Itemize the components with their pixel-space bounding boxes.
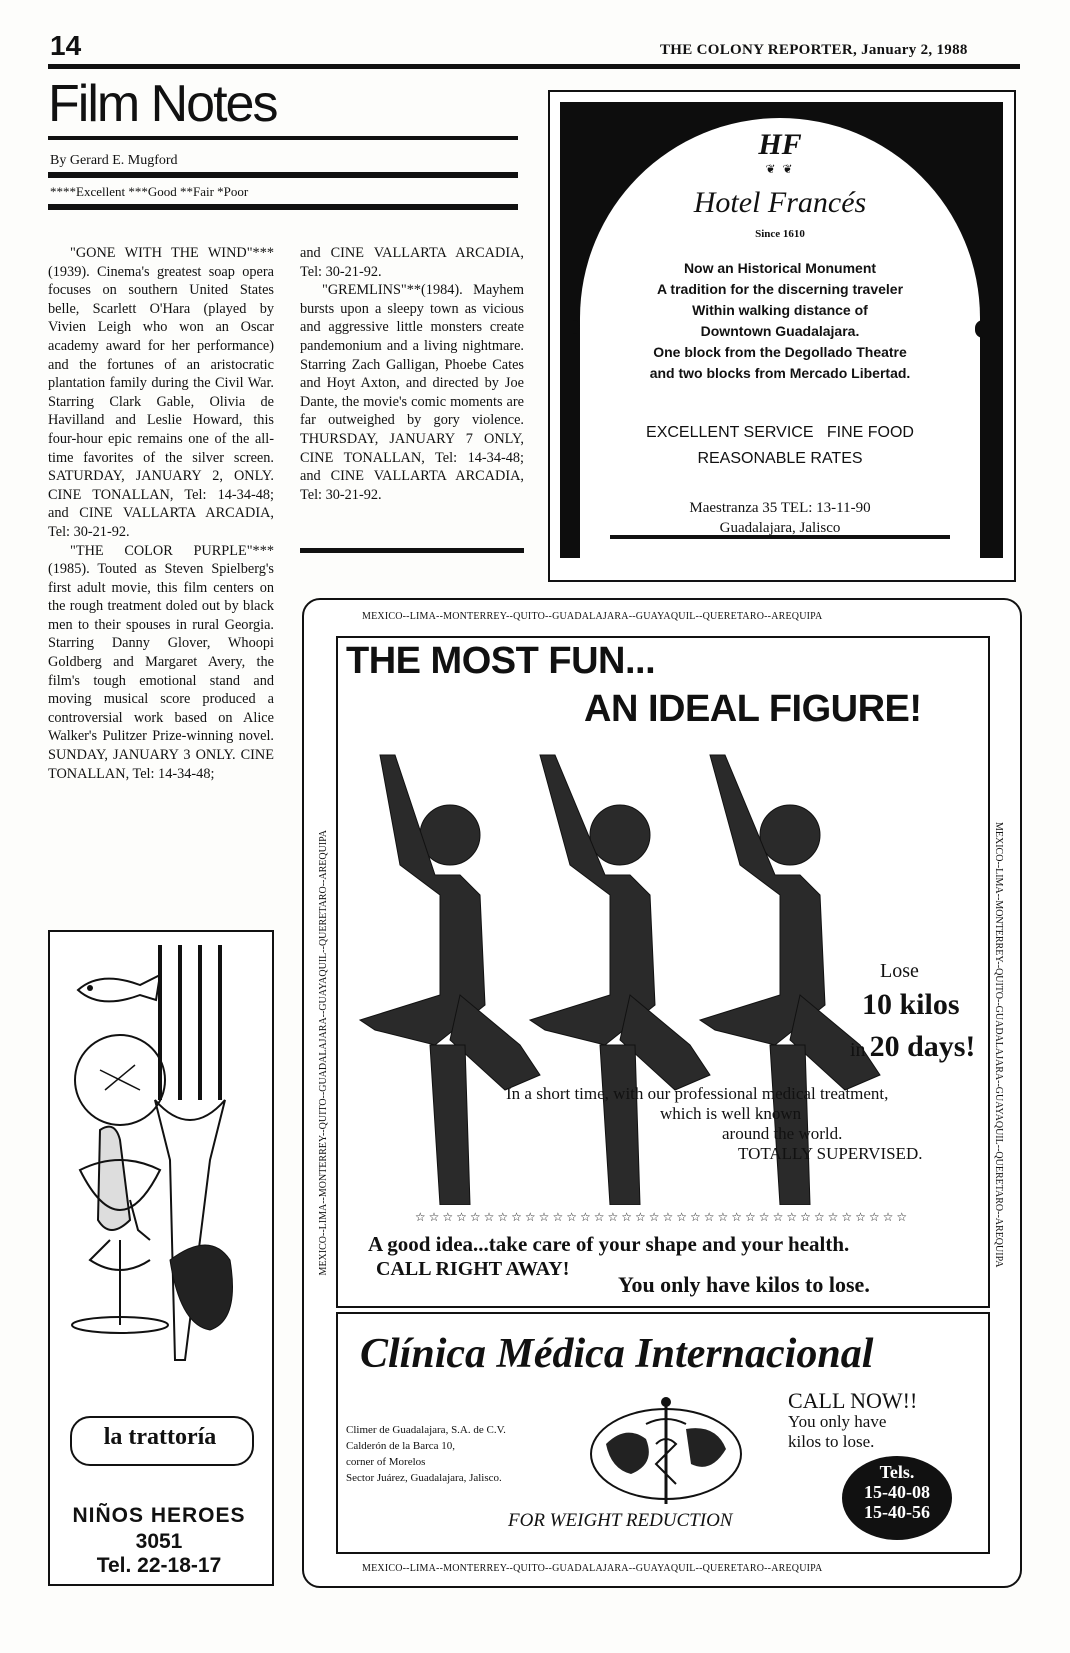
review-gremlins: "GREMLINS"**(1984). Mayhem bursts upon a sleepy town as vicious and aggressive little monsters create pandemonium and a living nightmare. Starring Zach Galligan, Phoebe Cates and Hoyt Axton, and directed by Joe Dante, the movie's comic moments are far outweighed by gory violence. THURSDAY, JANUARY 7 ONLY, CINE TONALLAN, Tel: 14-34-48; and CINE VALLARTA ARCADIA, Tel: 30-21-92. (300, 282, 524, 503)
review-gone-with-the-wind: "GONE WITH THE WIND"***(1939). Cinema's greatest soap opera focuses on southern United States belle, Scarlett O'Hara (played by Vivien Leigh who won an Oscar academy award for her performance) and the fortunes of an aristocratic plantation family during the Civil War. Starring Clark Gable, Olivia de Havilland and Leslie Howard, this four-hour epic remains one of the all-time favorites of the silver screen. SATURDAY, JANUARY 2, ONLY. CINE TONALLAN, Tel: 14-34-48; and CINE VALLARTA ARCADIA, Tel: 30-21-92. (48, 245, 274, 540)
weight-reduction-label: FOR WEIGHT REDUCTION (508, 1510, 733, 1531)
company-line-2: Calderón de la Barca 10, (346, 1440, 456, 1452)
trattoria-street: NIÑOS HEROES (72, 1504, 246, 1527)
hotel-city: Guadalajara, Jalisco (719, 520, 841, 536)
phone-numbers (842, 1462, 952, 1522)
hotel-line-6: and two blocks from Mercado Libertad. (649, 365, 911, 381)
review-color-purple: "THE COLOR PURPLE"*** (1985). Touted as Steven Spielberg's first adult movie, this film centers on the rough treatment doled out by black men to their spouses in rural Georgia. Starring Danny Glover, Whoopi Goldberg and Margaret Avery, the film's tough emotional stand and moving musical score produced a controversial work based on Alice Walker's Pulitzer Prize-winning novel. SUNDAY, JANUARY 3 ONLY. CINE TONALLAN, Tel: 14-34-48; (48, 542, 274, 782)
column-title: Film Notes (48, 75, 277, 133)
headline-ideal-figure: AN IDEAL FIGURE! (584, 688, 922, 730)
treatment-line-1: In a short time, with our professional medical treatment, (506, 1084, 889, 1103)
supervised-label: TOTALLY SUPERVISED. (738, 1144, 923, 1163)
hotel-line-3: Within walking distance of (692, 302, 868, 318)
column-end-rule (300, 548, 524, 553)
review-column-left (48, 244, 274, 783)
laurel-icon: ❦ ❦ (765, 162, 795, 176)
column-capital-left (560, 320, 580, 334)
treatment-line-3: around the world. (722, 1124, 843, 1143)
hotel-monogram: HF (758, 128, 802, 161)
trattoria-tel: Tel. 22-18-17 (96, 1554, 222, 1577)
hotel-line-1: Now an Historical Monument (683, 260, 877, 276)
call-now: CALL NOW!! (788, 1388, 918, 1413)
twenty-days (850, 1030, 975, 1064)
city-strip-left: MEXICO--LIMA--MONTERREY--QUITO--GUADALAJARA--GUAYAQUIL--QUERETARO--AREQUIPA (318, 830, 329, 1276)
header-rule (48, 64, 1020, 69)
trattoria-name: la trattoría (103, 1424, 217, 1450)
company-line-3: corner of Morelos (346, 1456, 426, 1468)
you-only-have: You only have (788, 1412, 887, 1431)
title-rule (48, 136, 518, 140)
review-continuation: and CINE VALLARTA ARCADIA, Tel: 30-21-92. (300, 245, 524, 280)
hotel-rates: REASONABLE RATES (697, 450, 863, 467)
tels-label: Tels. (879, 1462, 915, 1482)
city-strip-bottom: MEXICO--LIMA--MONTERREY--QUITO--GUADALAJARA--GUAYAQUIL--QUERETARO--AREQUIPA (362, 1563, 823, 1574)
ten-kilos: 10 kilos (862, 988, 960, 1021)
tel-2: 15-40-56 (864, 1502, 930, 1522)
treatment-line-2: which is well known (660, 1104, 802, 1123)
star-divider: ☆ ☆ ☆ ☆ ☆ ☆ ☆ ☆ ☆ ☆ ☆ ☆ ☆ ☆ ☆ ☆ ☆ ☆ ☆ ☆ ☆ ☆ ☆ ☆ ☆ ☆ ☆ ☆ ☆ ☆ ☆ ☆ ☆ ☆ ☆ ☆ (414, 1210, 908, 1224)
hotel-since: Since 1610 (755, 228, 805, 240)
trattoria-number: 3051 (135, 1530, 183, 1553)
globe-caduceus-icon (586, 1394, 746, 1504)
kilos-to-lose: kilos to lose. (788, 1432, 875, 1451)
byline-rule (48, 172, 518, 178)
hotel-line-4: Downtown Guadalajara. (700, 323, 860, 339)
dancer-figure-icon (360, 755, 540, 1205)
company-line-4: Sector Juárez, Guadalajara, Jalisco. (346, 1472, 502, 1484)
hotel-services: EXCELLENT SERVICE FINE FOOD (646, 424, 914, 441)
ratings-rule (48, 204, 518, 210)
lose-label: Lose (880, 960, 919, 982)
clinic-company-info (346, 1422, 506, 1486)
in-label: in (850, 1039, 866, 1061)
tel-1: 15-40-08 (864, 1482, 930, 1502)
good-idea-line: A good idea...take care of your shape and your health. (368, 1232, 850, 1256)
page-number: 14 (50, 30, 82, 61)
column-capital-right (975, 320, 1003, 338)
hotel-line-5: One block from the Degollado Theatre (653, 344, 907, 360)
call-right-away: CALL RIGHT AWAY! (376, 1258, 570, 1280)
ratings-key: ****Excellent ***Good **Fair *Poor (50, 184, 249, 199)
hotel-address: Maestranza 35 TEL: 13-11-90 (689, 500, 871, 516)
days-label: 20 days! (869, 1030, 976, 1063)
city-strip-right: MEXICO--LIMA--MONTERREY--QUITO--GUADALAJARA--GUAYAQUIL--QUERETARO--AREQUIPA (993, 822, 1004, 1268)
review-column-right (300, 244, 524, 504)
byline: By Gerard E. Mugford (50, 153, 178, 168)
hotel-line-2: A tradition for the discerning traveler (656, 281, 904, 297)
headline-most-fun: THE MOST FUN... (346, 640, 656, 682)
company-line-1: Climer de Guadalajara, S.A. de C.V. (346, 1424, 506, 1436)
hotel-description (620, 258, 940, 384)
hotel-name: Hotel Francés (693, 186, 867, 219)
publication-header: THE COLONY REPORTER, January 2, 1988 (660, 42, 968, 58)
dancer-figure-icon (530, 755, 710, 1205)
clinic-name: Clínica Médica Internacional (360, 1331, 874, 1377)
dancers-photo-icon (340, 745, 960, 1205)
city-strip-top: MEXICO--LIMA--MONTERREY--QUITO--GUADALAJARA--GUAYAQUIL--QUERETARO--AREQUIPA (362, 611, 823, 622)
fork-illustration-icon (60, 940, 260, 1370)
only-kilos-line: You only have kilos to lose. (618, 1272, 870, 1297)
